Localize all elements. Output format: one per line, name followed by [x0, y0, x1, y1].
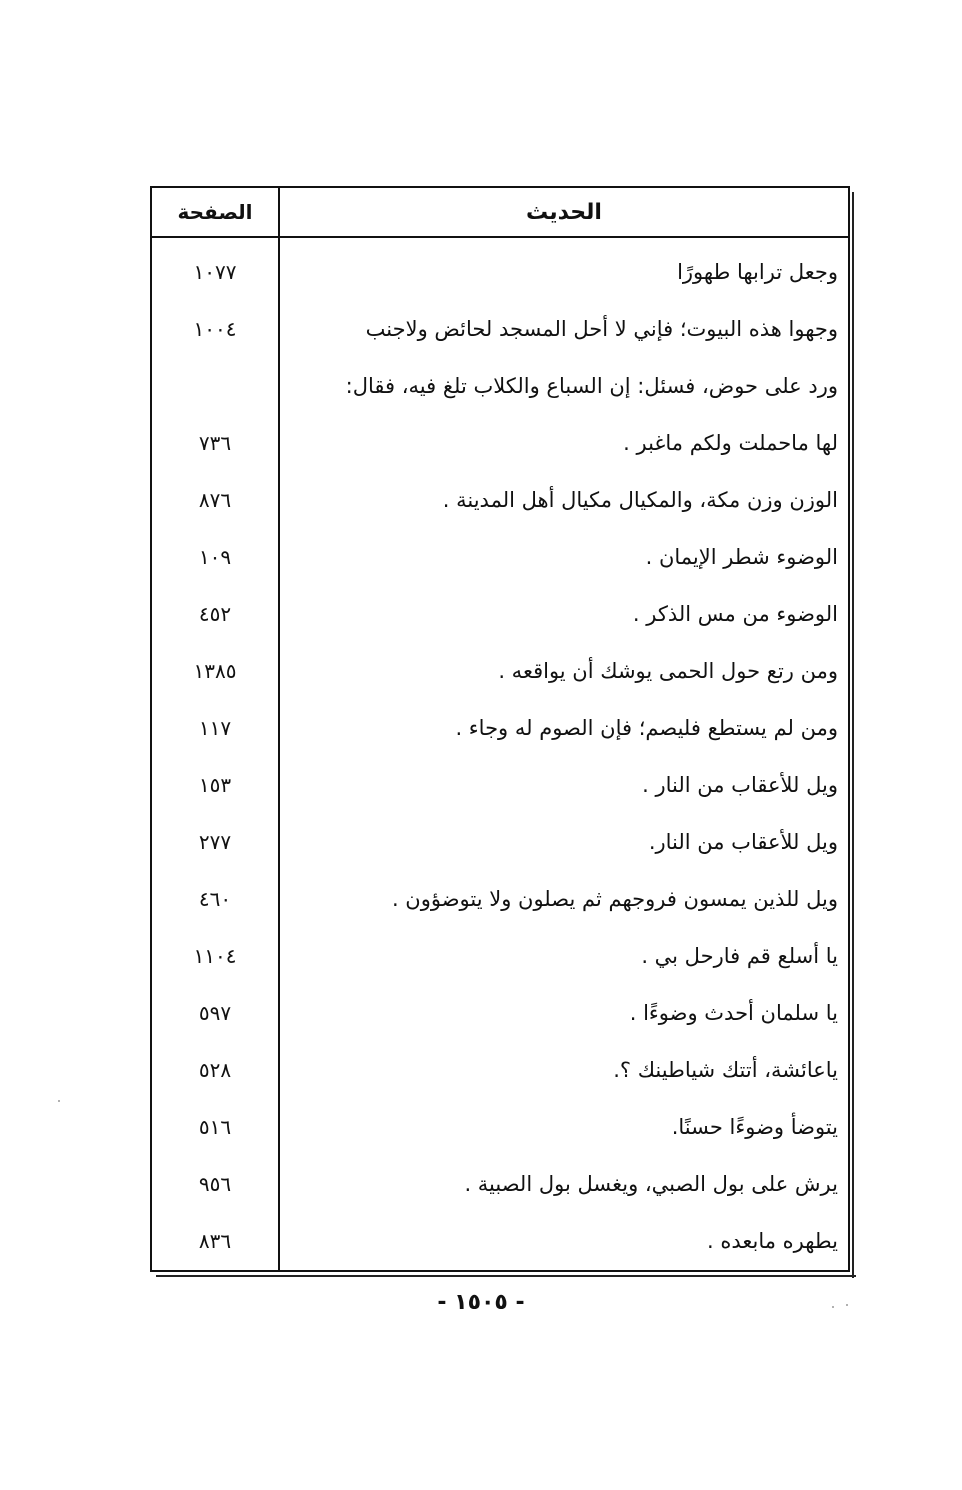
- hadith-text: ويل للذين يمسون فروجهم ثم يصلون ولا يتوضؤون .: [391, 886, 838, 911]
- hadith-text: وجهوا هذه البيوت؛ فإني لا أحل المسجد لحائض ولاجنب: [365, 316, 838, 341]
- hadith-text: ويل للأعقاب من النار.: [648, 829, 838, 854]
- hadith-text: يتوضأ وضوءًا حسنًا.: [671, 1114, 838, 1139]
- page-ref: ٥٩٧: [198, 1000, 232, 1025]
- hadith-text: ويل للأعقاب من النار .: [642, 772, 838, 797]
- table-row: [152, 1098, 848, 1155]
- page-ref: ٥١٦: [198, 1114, 232, 1139]
- page-ref: ١٣٨٥: [193, 658, 237, 683]
- table-row: [152, 699, 848, 756]
- page-ref: ١٠٠٤: [193, 316, 237, 341]
- table-row: [152, 357, 848, 414]
- page-ref: ١٠٩: [198, 544, 232, 569]
- page-ref: ١١٧: [198, 715, 232, 740]
- table-row: [152, 1212, 848, 1269]
- hadith-text: الوضوء شطر الإيمان .: [645, 544, 838, 569]
- hadith-text: الوزن وزن مكة، والمكيال مكيال أهل المدينة .: [442, 487, 838, 512]
- index-table: [150, 186, 850, 1272]
- page-ref: ٥٢٨: [198, 1057, 232, 1082]
- hadith-text: ورد على حوض، فسئل: إن السباع والكلاب تلغ فيه، فقال:: [345, 373, 838, 398]
- page-ref: ٤٥٢: [198, 601, 232, 626]
- table-row: [152, 1041, 848, 1098]
- page-ref: ٤٦٠: [198, 886, 232, 911]
- hadith-text: لها ماحملت ولكم ماغبر .: [623, 430, 838, 455]
- hadith-text: ياعائشة، أتتك شياطينك ؟.: [613, 1057, 838, 1082]
- table-row: [152, 1155, 848, 1212]
- hadith-text: ومن لم يستطع فليصم؛ فإن الصوم له وجاء .: [455, 715, 838, 740]
- hadith-text: يطهره مابعده .: [706, 1228, 838, 1253]
- page-ref: ٢٧٧: [198, 829, 232, 854]
- hadith-text: يا سلمان أحدث وضوءًا .: [629, 1000, 838, 1025]
- page-ref: ٧٣٦: [198, 430, 232, 455]
- page-ref: ١٠٧٧: [193, 259, 237, 284]
- table-row: [152, 927, 848, 984]
- page-ref: [152, 357, 278, 414]
- table-row: [152, 984, 848, 1041]
- page-number: - ١٥٠٥ -: [437, 1290, 525, 1315]
- table-header: [152, 188, 848, 238]
- table-row: [152, 528, 848, 585]
- table-row: [152, 870, 848, 927]
- table-row: [152, 642, 848, 699]
- table-row: [152, 300, 848, 357]
- page-ref: ٨٣٦: [198, 1228, 232, 1253]
- header-hadith: الحديث: [526, 199, 602, 225]
- page-ref: ١١٠٤: [193, 943, 237, 968]
- scan-speck: [832, 1306, 834, 1308]
- hadith-text: وجعل ترابها طهورًا: [677, 259, 838, 284]
- table-row: [152, 813, 848, 870]
- hadith-text: يرش على بول الصبي، ويغسل بول الصبية .: [464, 1171, 838, 1196]
- page-ref: ١٥٣: [198, 772, 232, 797]
- page-ref: ٨٧٦: [198, 487, 232, 512]
- hadith-text: ومن رتع حول الحمى يوشك أن يواقعه .: [498, 658, 838, 683]
- hadith-text: يا أسلع قم فارحل بي .: [641, 943, 838, 968]
- hadith-text: الوضوء من مس الذكر .: [632, 601, 838, 626]
- scan-speck: [58, 1100, 60, 1102]
- table-row: [152, 585, 848, 642]
- table-bottom-rule: [156, 1275, 856, 1277]
- table-row: [152, 243, 848, 300]
- table-row: [152, 471, 848, 528]
- page-ref: ٩٥٦: [198, 1171, 232, 1196]
- scan-speck: [846, 1304, 848, 1306]
- table-row: [152, 414, 848, 471]
- table-row: [152, 756, 848, 813]
- header-page: الصفحة: [177, 200, 253, 224]
